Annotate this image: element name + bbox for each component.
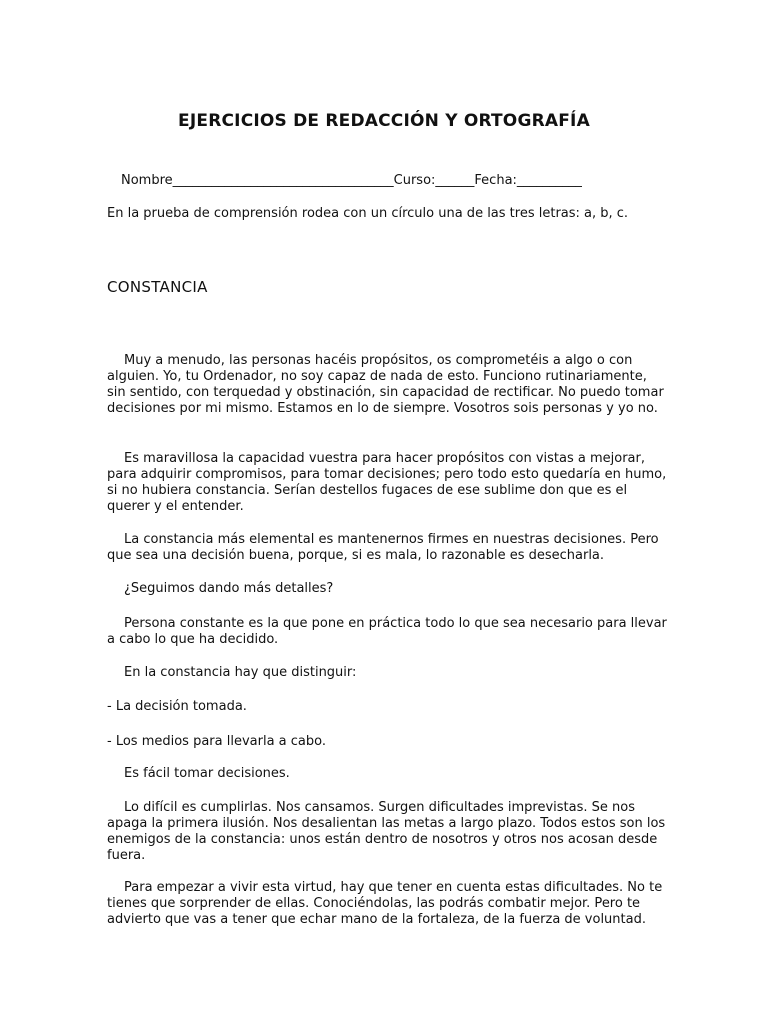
paragraph-1: Muy a menudo, las personas hacéis propósitos, os comprometéis a algo o con alguien. Yo, tu Ordenador, no soy capaz de nada de esto. Funciono rutinariamente, sin sentido, con terquedad y obstinación, sin capacidad de rectificar. No puedo tomar decisiones por mi mismo. Estamos en lo de siempre. Vosotros sois personas y yo no. — [107, 353, 664, 416]
paragraph-9: Para empezar a vivir esta virtud, hay que tener en cuenta estas dificultades. No te tienes que sorprender de ellas. Conociéndolas, las podrás combatir mejor. Pero te advierto que vas a tener que echar mano de la fortaleza, de la fuerza de voluntad. — [107, 880, 663, 927]
paragraph-2: Es maravillosa la capacidad vuestra para hacer propósitos con vistas a mejorar, para adquirir compromisos, para tomar decisiones; pero todo esto quedaría en humo, si no hubiera constancia. Serían destellos fugaces de ese sublime don que es el querer y el entender. — [107, 451, 667, 514]
document-title: EJERCICIOS DE REDACCIÓN Y ORTOGRAFÍA — [178, 111, 590, 131]
list-item-2: - Los medios para llevarla a cabo. — [107, 734, 327, 749]
paragraph-4: ¿Seguimos dando más detalles? — [124, 581, 334, 596]
paragraph-5: Persona constante es la que pone en práctica todo lo que sea necesario para llevar a cabo lo que ha decidido. — [107, 616, 667, 647]
student-fields-line: Nombre__________________________________Curso:______Fecha:__________ — [121, 173, 582, 188]
paragraph-3: La constancia más elemental es mantenernos firmes en nuestras decisiones. Pero que sea una decisión buena, porque, si es mala, lo razonable es desecharla. — [107, 532, 659, 563]
instruction-text: En la prueba de comprensión rodea con un círculo una de las tres letras: a, b, c. — [107, 206, 629, 221]
paragraph-6: En la constancia hay que distinguir: — [124, 665, 357, 680]
list-item-1: - La decisión tomada. — [107, 699, 247, 714]
section-heading: CONSTANCIA — [107, 278, 208, 296]
paragraph-8: Lo difícil es cumplirlas. Nos cansamos. Surgen dificultades imprevistas. Se nos apaga la primera ilusión. Nos desalientan las metas a largo plazo. Todos estos son los enemigos de la constancia: unos están dentro de nosotros y otros nos acosan desde fuera. — [107, 800, 666, 863]
paragraph-7: Es fácil tomar decisiones. — [124, 766, 290, 781]
